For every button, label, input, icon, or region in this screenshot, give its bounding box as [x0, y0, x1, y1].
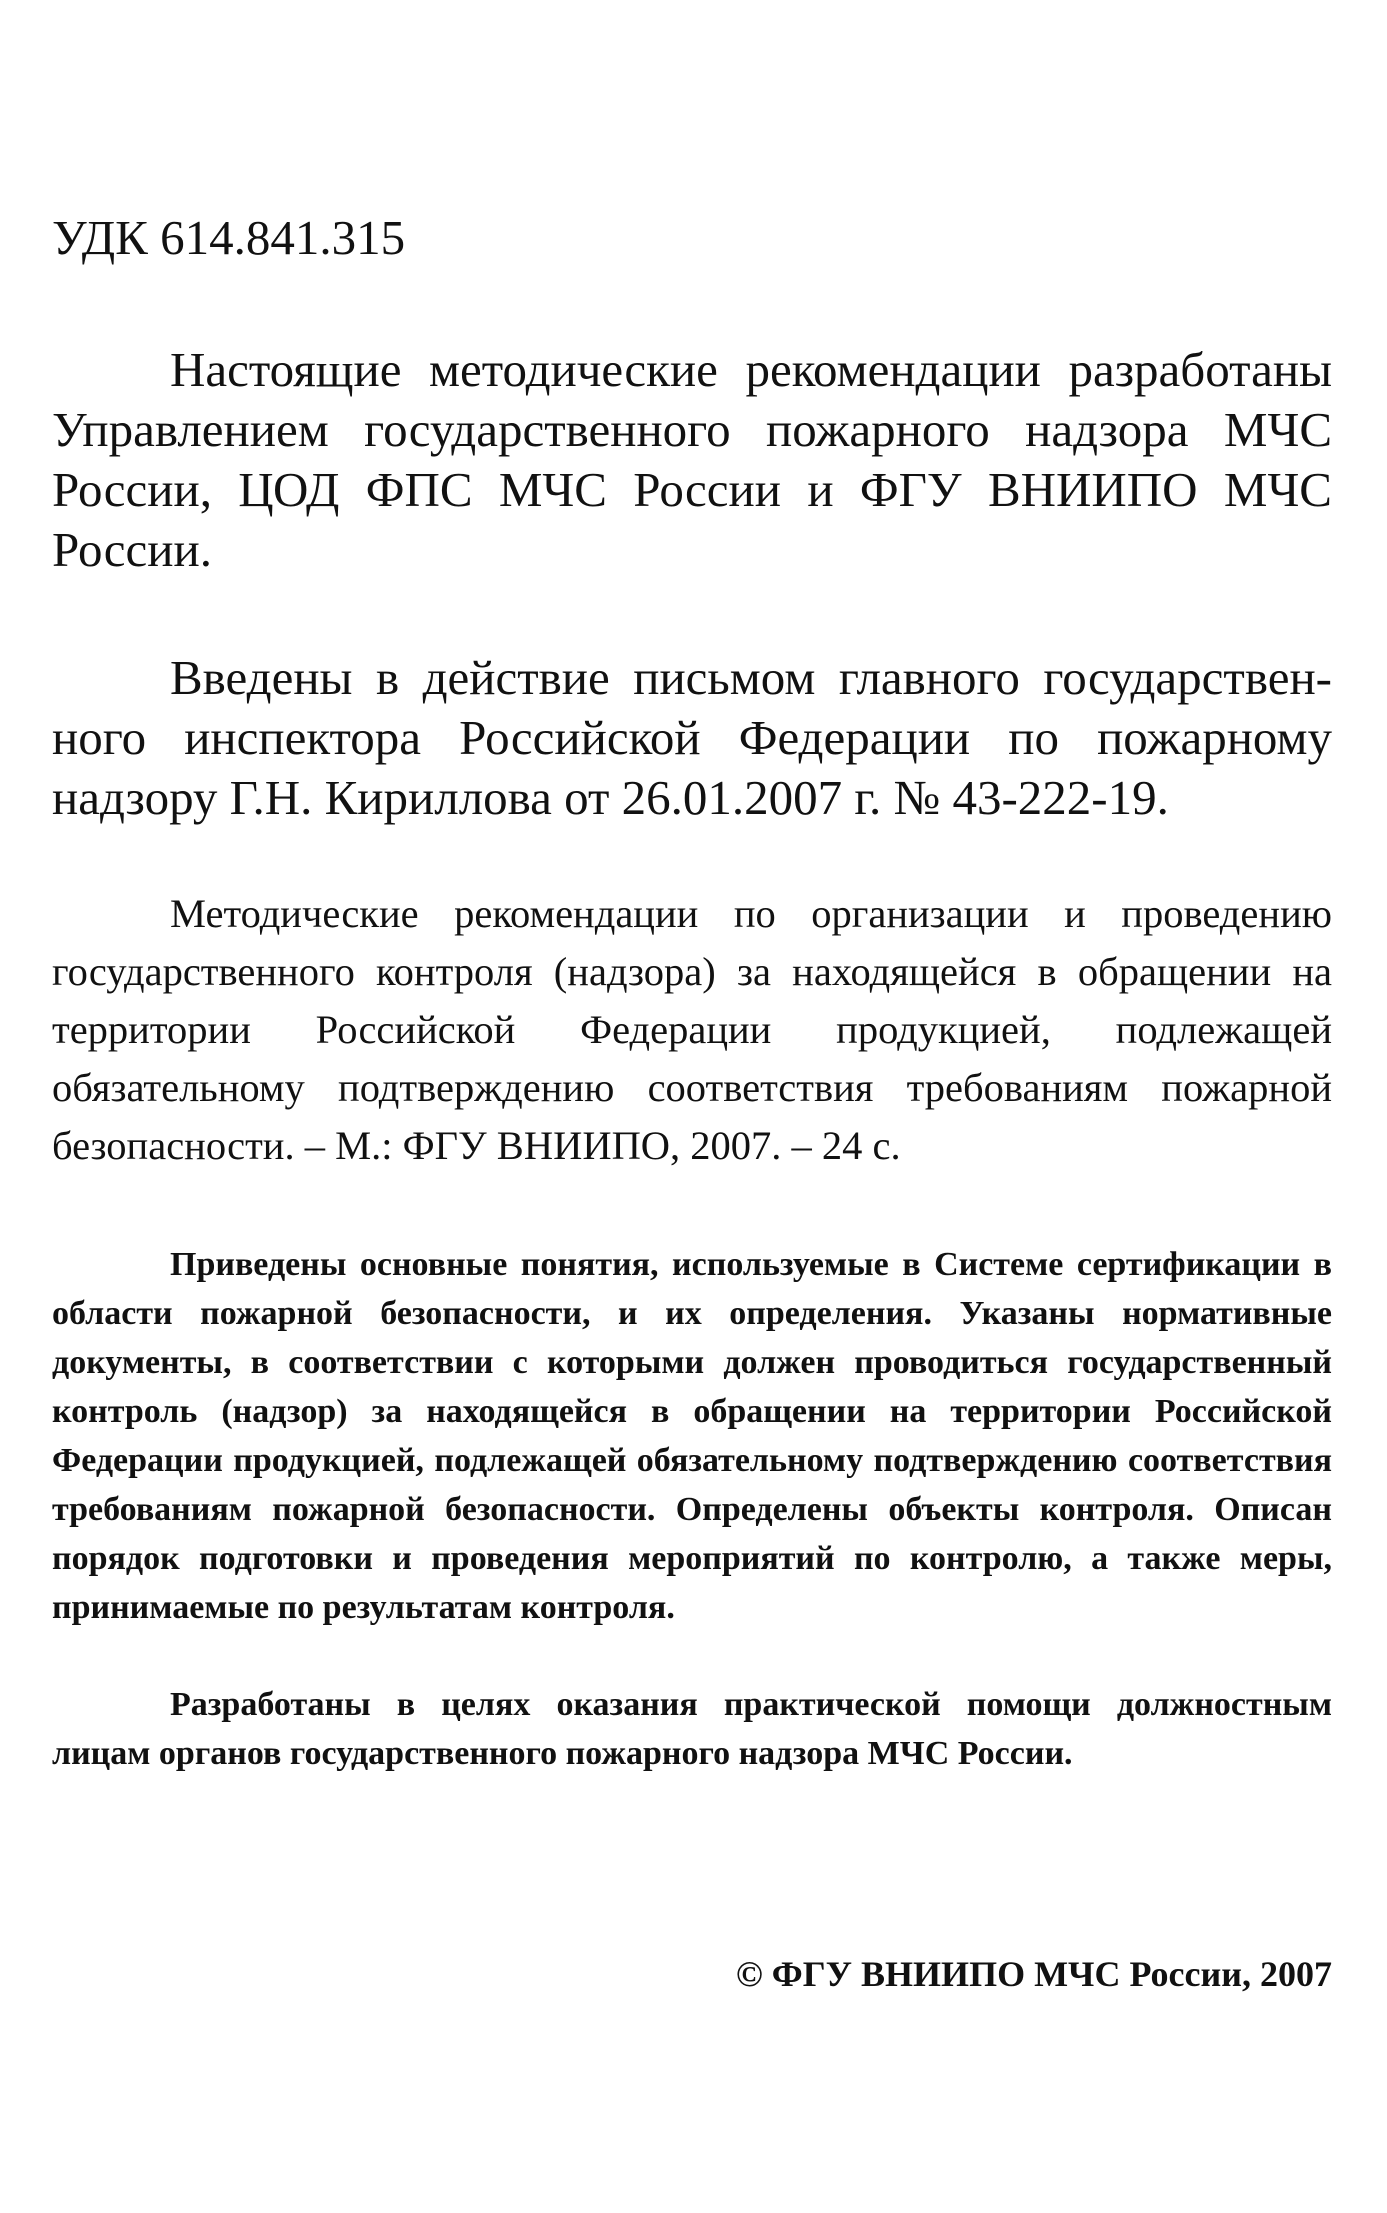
- document-page: [52, 0, 1332, 2213]
- udk-code: УДК 614.841.315: [52, 210, 406, 265]
- summary-paragraph: Приведены основные понятия, используемые в Системе сертификации в области пожарной безопасности, и их определения. Указаны нормативные документы, в соответствии с которыми должен проводиться государственный контроль (надзор) за находящейся в обращении на территории Российской Федерации продукцией, подлежащей обязательному подтверждению соответствия требованиям пожарной безопасности. Определены объекты контроля. Описан порядок подготовки и проведения мероприятий по контролю, а также меры, принимаемые по результатам контроля.: [52, 1246, 1332, 1626]
- enactment-paragraph: Введены в действие письмом главного государственного инспектора Российской Федерации по пожарному надзору Г.Н. Кириллова от 26.01.2007 г. № 43-222-19.: [52, 650, 1332, 825]
- bibliographic-citation: Методические рекомендации по организации и проведению государственного контроля (надзора) за находящейся в обращении на территории Российской Федерации продукцией, подлежащей обязательному подтверждению соответствия требованиям пожарной безопасности. – М.: ФГУ ВНИИПО, 2007. – 24 с.: [52, 891, 1332, 1168]
- purpose-paragraph: Разработаны в целях оказания практической помощи должностным лицам органов государственного пожарного надзора МЧС России.: [52, 1686, 1332, 1772]
- developers-paragraph: Настоящие методические рекомендации разработаны Управлением государственного пожарного надзора МЧС России, ЦОД ФПС МЧС России и ФГУ ВНИИПО МЧС России.: [52, 342, 1332, 577]
- copyright-notice: © ФГУ ВНИИПО МЧС России, 2007: [735, 1954, 1332, 1994]
